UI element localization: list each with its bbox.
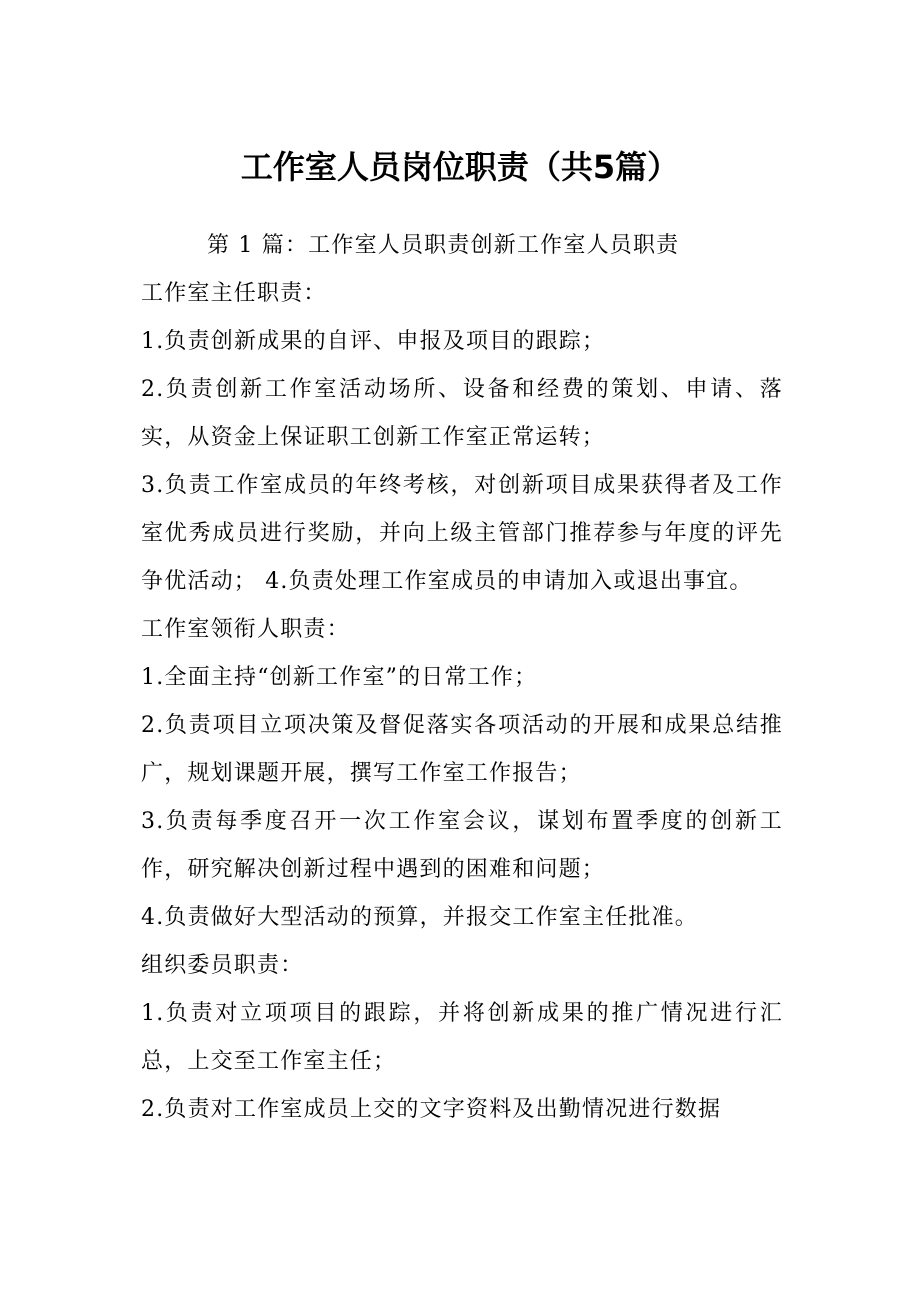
paragraph-leader-duty-4: 4.负责做好大型活动的预算，并报交工作室主任批准。	[141, 905, 698, 930]
paragraph-director-duty-2: 2.负责创新工作室活动场所、设备和经费的策划、申请、落实，从资金上保证职工创新工作室正常运转；	[141, 377, 783, 450]
chapter-heading: 第 1 篇：工作室人员职责创新工作室人员职责	[207, 233, 680, 258]
paragraph-leader-heading: 工作室领衔人职责：	[141, 617, 350, 642]
document-body	[141, 222, 783, 1134]
paragraph-director-duty-1: 1.负责创新成果的自评、申报及项目的跟踪；	[141, 329, 606, 354]
document-title: 工作室人员岗位职责（共5篇）	[240, 148, 680, 186]
paragraph-leader-duty-3: 3.负责每季度召开一次工作室会议，谋划布置季度的创新工作，研究解决创新过程中遇到的困难和问题；	[141, 809, 783, 882]
paragraph-organizer-duty-1: 1.负责对立项项目的跟踪，并将创新成果的推广情况进行汇总，上交至工作室主任；	[141, 1001, 783, 1074]
paragraph-leader-duty-2: 2.负责项目立项决策及督促落实各项活动的开展和成果总结推广，规划课题开展，撰写工作室工作报告；	[141, 713, 783, 786]
paragraph-organizer-heading: 组织委员职责：	[141, 953, 304, 978]
paragraph-organizer-duty-2: 2.负责对工作室成员上交的文字资料及出勤情况进行数据	[141, 1097, 722, 1122]
paragraph-director-heading: 工作室主任职责：	[141, 281, 327, 306]
paragraph-leader-duty-1: 1.全面主持“创新工作室”的日常工作；	[141, 665, 538, 690]
paragraph-director-duty-3-4: 3.负责工作室成员的年终考核，对创新项目成果获得者及工作室优秀成员进行奖励，并向上级主管部门推荐参与年度的评先争优活动； 4.负责处理工作室成员的申请加入或退出事宜。	[141, 473, 783, 594]
